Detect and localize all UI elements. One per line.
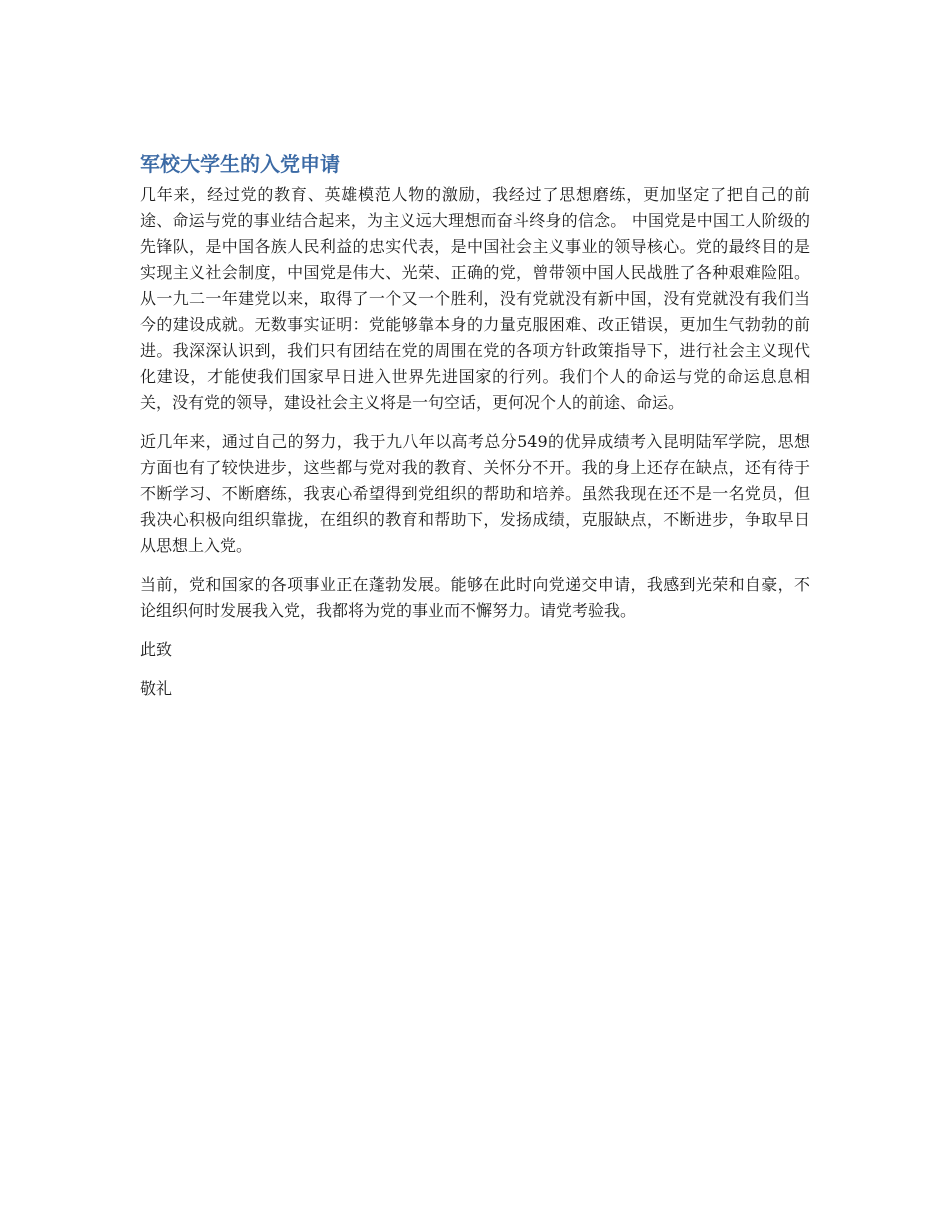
paragraph-commitment: 当前，党和国家的各项事业正在蓬勃发展。能够在此时向党递交申请，我感到光荣和自豪，不论组织何时发展我入党，我都将为党的事业而不懈努力。请党考验我。 <box>140 575 810 620</box>
document-title: 军校大学生的入党申请 <box>140 152 340 176</box>
document-body <box>140 150 810 715</box>
paragraph-personal-progress: 近几年来，通过自己的努力，我于九八年以高考总分549的优异成绩考入昆明陆军学院，思想方面也有了较快进步，这些都与党对我的教育、关怀分不开。我的身上还存在缺点，还有待于不断学习、不断磨练，我衷心希望得到党组织的帮助和培养。虽然我现在还不是一名党员，但我决心积极向组织靠拢，在组织的教育和帮助下，发扬成绩，克服缺点，不断进步，争取早日从思想上入党。 <box>140 432 810 555</box>
closing-regards: 敬礼 <box>140 679 173 698</box>
closing-salutation: 此致 <box>140 640 173 659</box>
paragraph-party-history: 几年来，经过党的教育、英雄模范人物的激励，我经过了思想磨练，更加坚定了把自己的前途、命运与党的事业结合起来，为主义远大理想而奋斗终身的信念。 中国党是中国工人阶级的先锋队，是中国各族人民利益的忠实代表，是中国社会主义事业的领导核心。党的最终目的是实现主义社会制度，中国党是伟大、光荣、正确的党，曾带领中国人民战胜了各种艰难险阻。从一九二一年建党以来，取得了一个又一个胜利，没有党就没有新中国，没有党就没有我们当今的建设成就。无数事实证明：党能够靠本身的力量克服困难、改正错误，更加生气勃勃的前进。我深深认识到，我们只有团结在党的周围在党的各项方针政策指导下，进行社会主义现代化建设，才能使我们国家早日进入世界先进国家的行列。我们个人的命运与党的命运息息相关，没有党的领导，建设社会主义将是一句空话，更何况个人的前途、命运。 <box>140 185 810 412</box>
